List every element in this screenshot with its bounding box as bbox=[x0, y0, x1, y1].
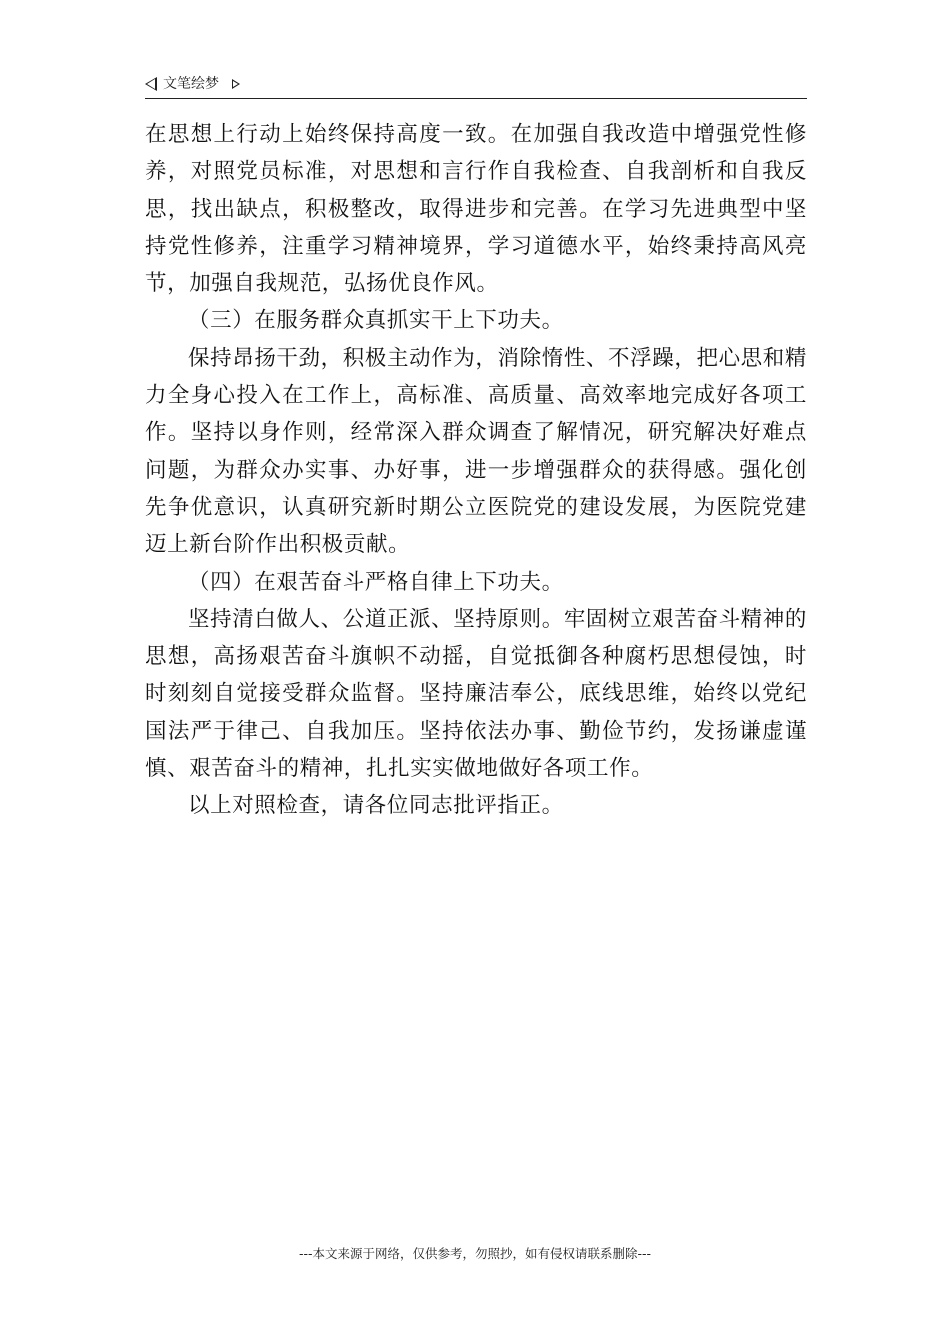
paragraph-section-4: 坚持清白做人、公道正派、坚持原则。牢固树立艰苦奋斗精神的思想，高扬艰苦奋斗旗帜不动摇，自觉抵御各种腐朽思想侵蚀，时时刻刻自觉接受群众监督。坚持廉洁奉公，底线思维，始终以党纪国法严于律己、自我加压。坚持依法办事、勤俭节约，发扬谦虚谨慎、艰苦奋斗的精神，扎扎实实做地做好各项工作。 bbox=[145, 606, 807, 782]
triangle-left-outline-icon bbox=[145, 77, 157, 91]
paragraph-continuation: 在思想上行动上始终保持高度一致。在加强自我改造中增强党性修养，对照党员标准，对思想和言行作自我检查、自我剖析和自我反思，找出缺点，积极整改，取得进步和完善。在学习先进典型中坚持党性修养，注重学习精神境界，学习道德水平，始终秉持高风亮节，加强自我规范，弘扬优良作风。 bbox=[145, 122, 807, 297]
closing-paragraph: 以上对照检查，请各位同志批评指正。 bbox=[188, 793, 564, 819]
document-body bbox=[145, 116, 807, 825]
triangle-right-outline-icon bbox=[232, 79, 240, 89]
paragraph-section-3: 保持昂扬干劲，积极主动作为，消除惰性、不浮躁，把心思和精力全身心投入在工作上，高标准、高质量、高效率地完成好各项工作。坚持以身作则，经常深入群众调查了解情况，研究解决好难点问题，为群众办实事、办好事，进一步增强群众的获得感。强化创先争优意识，认真研究新时期公立医院党的建设发展，为医院党建迈上新台阶作出积极贡献。 bbox=[145, 345, 807, 558]
page-footer: ---本文来源于网络，仅供参考，勿照抄，如有侵权请联系删除--- bbox=[298, 1246, 652, 1261]
header-title: 文笔绘梦 bbox=[163, 76, 219, 92]
section-heading-4: （四）在艰苦奋斗严格自律上下功夫。 bbox=[188, 569, 564, 595]
page-header bbox=[145, 74, 807, 99]
section-heading-3: （三）在服务群众真抓实干上下功夫。 bbox=[188, 308, 564, 334]
